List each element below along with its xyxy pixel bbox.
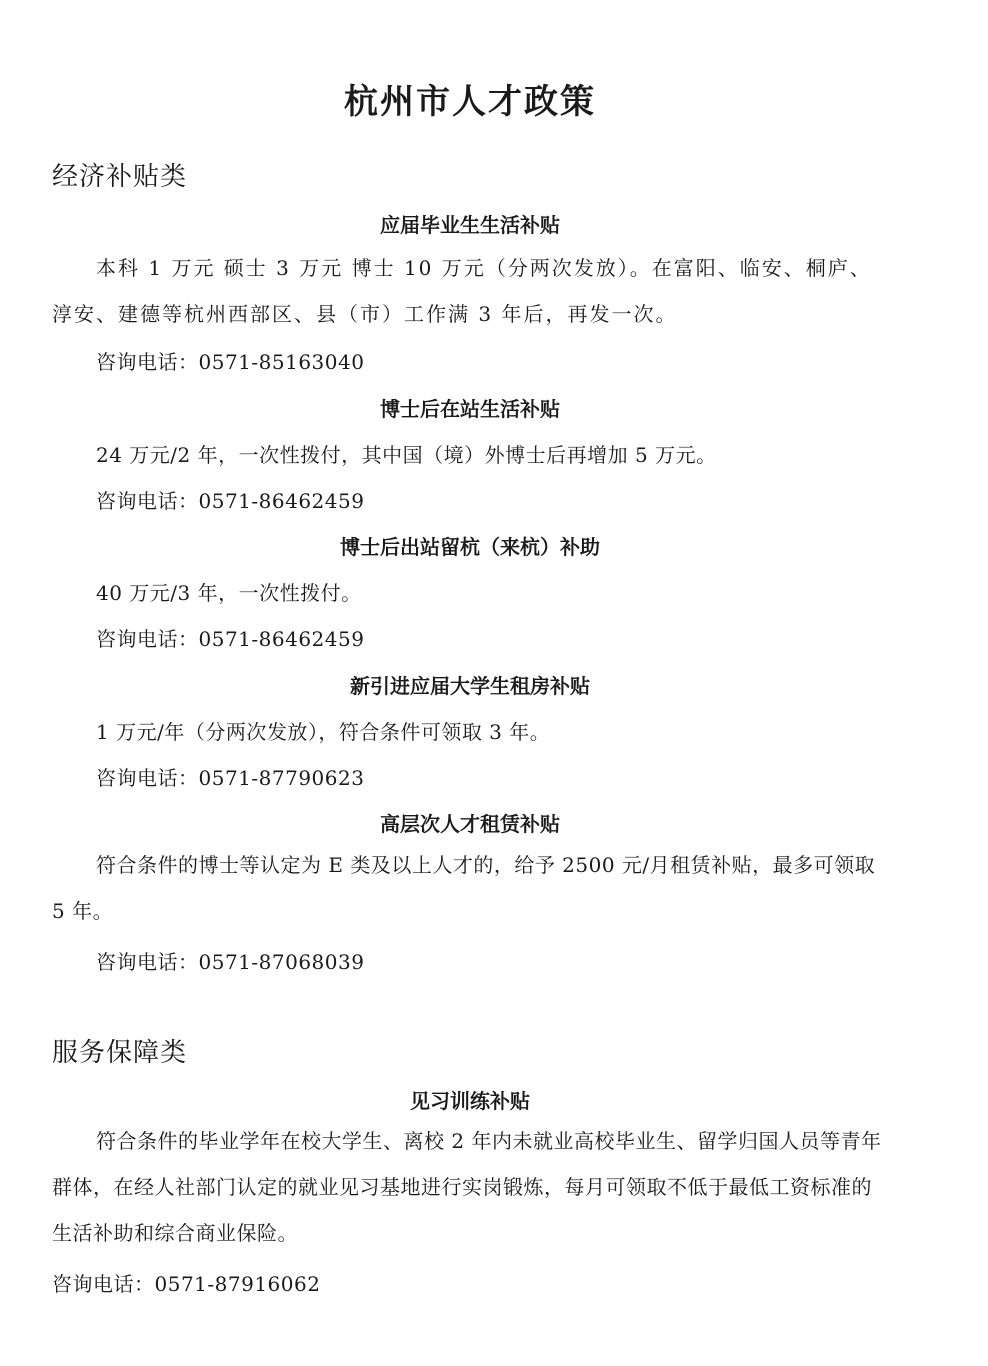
page-title: 杭州市人才政策 [344,82,596,122]
item-body-postdoc-stay-subsidy: 40 万元/3 年，一次性拨付。 [96,581,362,605]
contact-phone: 咨询电话：0571-87916062 [52,1272,321,1296]
contact-phone: 咨询电话：0571-85163040 [96,350,365,374]
item-heading-internship-subsidy: 见习训练补贴 [410,1089,530,1113]
item-heading-postdoc-stay-subsidy: 博士后出站留杭（来杭）补助 [340,535,600,559]
contact-phone: 咨询电话：0571-86462459 [96,489,365,513]
item-heading-high-level-talent-rental-subsidy: 高层次人才租赁补贴 [380,812,560,836]
item-heading-postdoc-in-station-subsidy: 博士后在站生活补贴 [380,397,560,421]
item-body-graduate-living-subsidy: 本科 1 万元 硕士 3 万元 博士 10 万元（分两次发放）。在富阳、临安、桐庐、淳安、建德等杭州西部区、县（市）工作满 3 年后，再发一次。 [52,256,872,326]
item-body-postdoc-in-station-subsidy: 24 万元/2 年，一次性拨付，其中国（境）外博士后再增加 5 万元。 [96,443,717,467]
item-body-high-level-talent-rental-subsidy: 符合条件的博士等认定为 E 类及以上人才的，给予 2500 元/月租赁补贴，最多可领取 5 年。 [52,853,876,923]
contact-phone: 咨询电话：0571-87068039 [96,950,365,974]
item-body-rent-subsidy: 1 万元/年（分两次发放），符合条件可领取 3 年。 [96,720,551,744]
contact-phone: 咨询电话：0571-87790623 [96,766,365,790]
section-heading-economic-subsidies: 经济补贴类 [52,162,188,192]
contact-phone: 咨询电话：0571-86462459 [96,627,365,651]
item-heading-rent-subsidy: 新引进应届大学生租房补贴 [350,674,590,698]
section-heading-service-guarantee: 服务保障类 [52,1038,188,1068]
item-heading-graduate-living-subsidy: 应届毕业生生活补贴 [380,213,560,237]
item-body-internship-subsidy: 符合条件的毕业学年在校大学生、离校 2 年内未就业高校毕业生、留学归国人员等青年群体，在经人社部门认定的就业见习基地进行实岗锻炼，每月可领取不低于最低工资标准的生活补助和综合商业保险。 [52,1129,882,1245]
